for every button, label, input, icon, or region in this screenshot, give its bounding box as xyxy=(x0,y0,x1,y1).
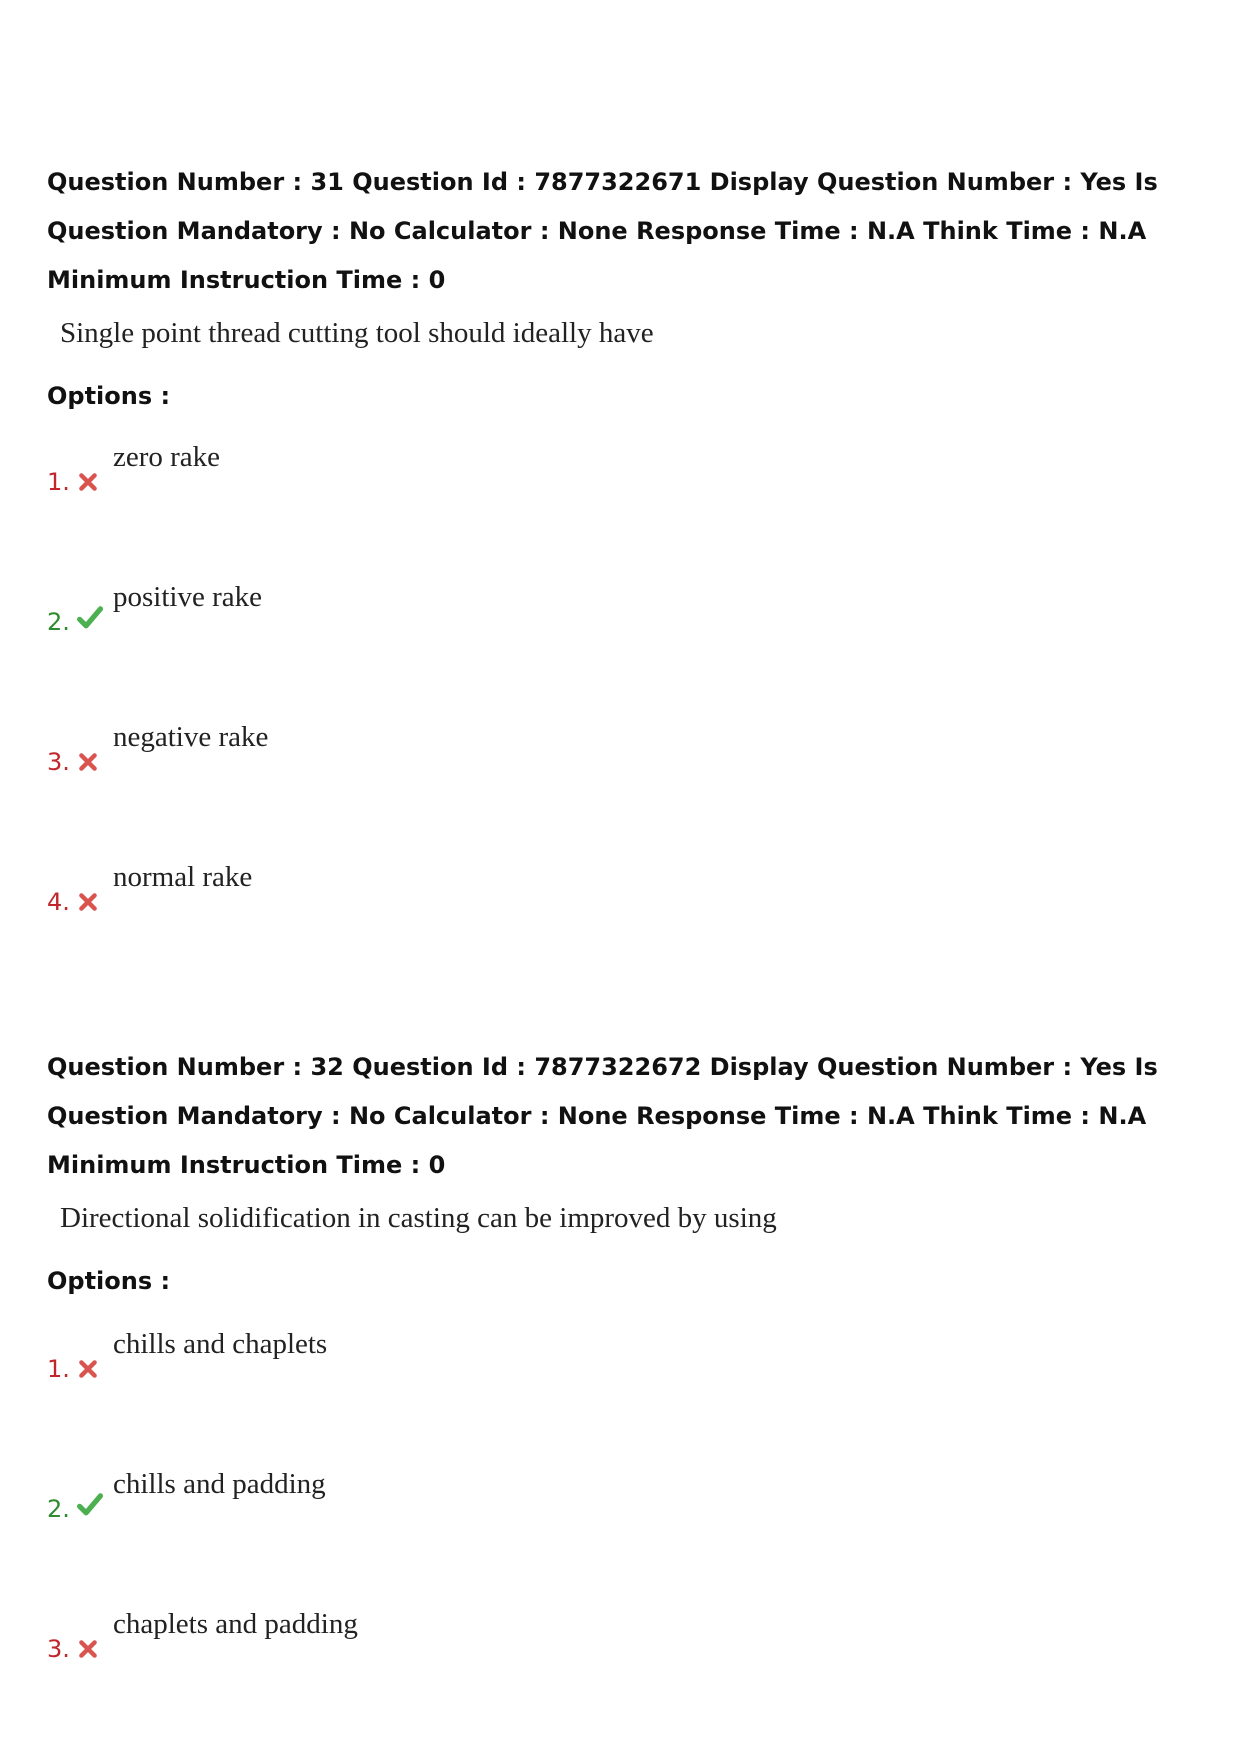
options-list xyxy=(47,435,1207,995)
option-number: 1. xyxy=(47,468,70,496)
option-item xyxy=(47,715,1147,855)
option-item xyxy=(47,1462,1147,1602)
option-text: positive rake xyxy=(113,581,262,613)
option-text: chills and chaplets xyxy=(113,1328,328,1360)
question-block-31 xyxy=(47,158,1207,995)
question-header: Question Number : 31 Question Id : 7877322671 Display Question Number : Yes Is Question Mandatory : No Calculator : None Response Time : N.A Think Time : N.A Minimum Instruction Time : 0 xyxy=(47,168,1158,294)
check-icon xyxy=(77,1492,103,1518)
question-header: Question Number : 32 Question Id : 7877322672 Display Question Number : Yes Is Question Mandatory : No Calculator : None Response Time : N.A Think Time : N.A Minimum Instruction Time : 0 xyxy=(47,1053,1158,1179)
option-text: negative rake xyxy=(113,721,269,753)
option-number: 2. xyxy=(47,1495,70,1523)
option-item xyxy=(47,855,1147,995)
cross-icon xyxy=(77,471,99,493)
cross-icon xyxy=(77,891,99,913)
cross-icon xyxy=(77,1358,99,1380)
option-item xyxy=(47,1602,1147,1742)
option-item xyxy=(47,575,1147,715)
option-text: chills and padding xyxy=(113,1468,326,1500)
question-block-32 xyxy=(47,1043,1207,1742)
option-text: chaplets and padding xyxy=(113,1608,358,1640)
option-number: 1. xyxy=(47,1355,70,1383)
option-number: 3. xyxy=(47,1635,70,1663)
cross-icon xyxy=(77,751,99,773)
option-number: 2. xyxy=(47,608,70,636)
options-label: Options : xyxy=(47,382,171,410)
question-text: Single point thread cutting tool should ideally have xyxy=(60,317,654,349)
option-item xyxy=(47,435,1147,575)
question-text: Directional solidification in casting can be improved by using xyxy=(60,1202,777,1234)
option-number: 3. xyxy=(47,748,70,776)
options-label: Options : xyxy=(47,1267,171,1295)
option-text: normal rake xyxy=(113,861,253,893)
option-item xyxy=(47,1322,1147,1462)
options-list xyxy=(47,1322,1207,1742)
cross-icon xyxy=(77,1638,99,1660)
option-number: 4. xyxy=(47,888,70,916)
check-icon xyxy=(77,605,103,631)
option-text: zero rake xyxy=(113,441,221,473)
